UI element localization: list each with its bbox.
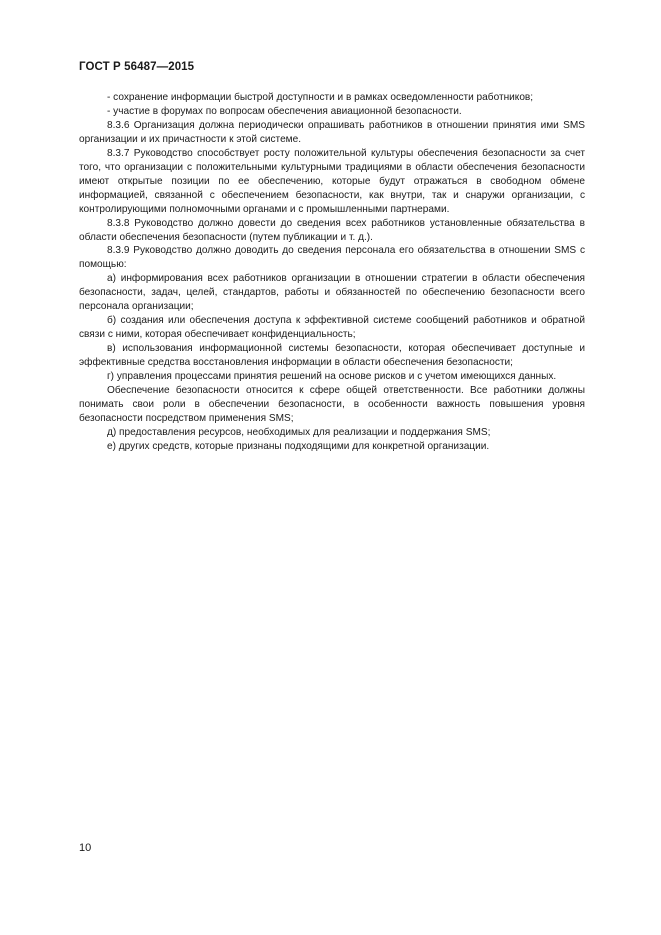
document-body: [79, 91, 585, 454]
page-number: 10: [79, 842, 92, 854]
paragraph-note: Обеспечение безопасности относится к сфере общей ответственности. Все работники должны понимать свои роли в обеспечении безопасности, в особенности важность повышения уровня безопасности посредством применения SMS;: [79, 385, 585, 424]
paragraph-clause-8-3-6: 8.3.6 Организация должна периодически опрашивать работников в отношении принятия ими SMS организации и их причастности к этой системе.: [79, 119, 585, 145]
paragraph-item-d: д) предоставления ресурсов, необходимых для реализации и поддержания SMS;: [107, 426, 491, 438]
paragraph-list-item: - участие в форумах по вопросам обеспечения авиационной безопасности.: [107, 105, 462, 117]
paragraph-item-g: г) управления процессами принятия решений на основе рисков и с учетом имеющихся данных.: [107, 371, 557, 383]
paragraph-item-b: б) создания или обеспечения доступа к эффективной системе сообщений работников и обратной связи с ними, которая обеспечивает конфиденциальность;: [79, 315, 585, 341]
paragraph-item-v: в) использования информационной системы безопасности, которая обеспечивает доступные и эффективные средства восстановления информации в области обеспечения безопасности;: [79, 343, 585, 369]
paragraph-list-item: - сохранение информации быстрой доступности и в рамках осведомленности работников;: [107, 92, 534, 103]
document-code-header: ГОСТ Р 56487—2015: [79, 61, 195, 73]
paragraph-clause-8-3-7: 8.3.7 Руководство способствует росту положительной культуры обеспечения безопасности за счет того, что организации с положительными культурными традициями в области обеспечения безопасности имеют открытые позиции по ее обеспечению, которые будут отражаться в свободном обмене информацией, связанной с обеспечением безопасности, как внутри, так и снаружи организации, с контролирующими полномочными органами и с промышленными партнерами.: [79, 147, 585, 215]
paragraph-clause-8-3-9: 8.3.9 Руководство должно доводить до сведения персонала его обязательства в отношении SMS с помощью:: [79, 245, 585, 271]
paragraph-item-e: е) других средств, которые признаны подходящими для конкретной организации.: [107, 440, 490, 452]
paragraph-clause-8-3-8: 8.3.8 Руководство должно довести до сведения всех работников установленные обязательства в области обеспечения безопасности (путем публикации и т. д.).: [79, 217, 585, 243]
paragraph-item-a: а) информирования всех работников организации в отношении стратегии в области обеспечения безопасности, задач, целей, стандартов, работы и обязанностей по обеспечению безопасности всего персонала организации;: [79, 273, 585, 313]
